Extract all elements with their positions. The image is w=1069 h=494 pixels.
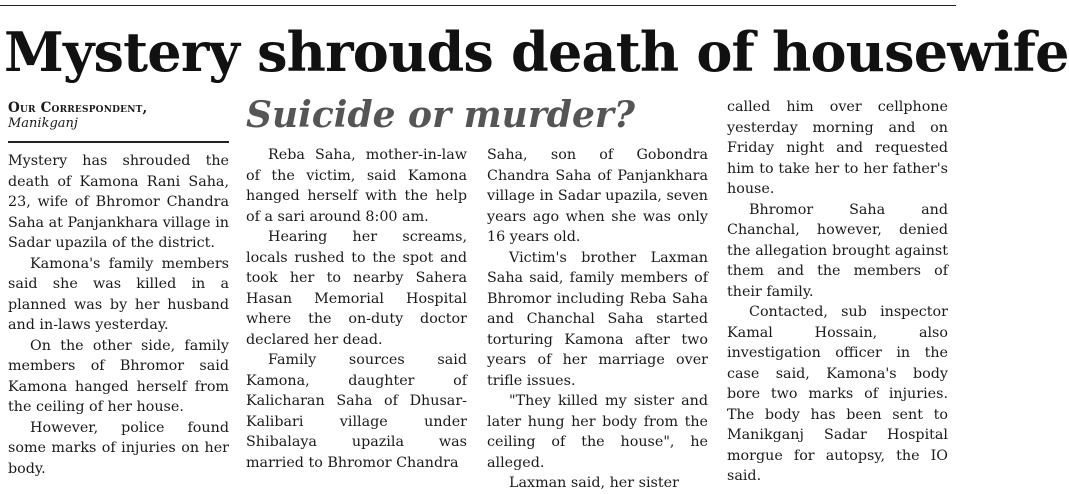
- byline-rule: [8, 141, 229, 143]
- paragraph: On the other side, family members of Bhromor said Kamona hanged herself from the ceiling of her house.: [8, 337, 229, 415]
- article-column-4: [727, 97, 948, 487]
- paragraph: Bhromor Saha and Chanchal, however, denied the allegation brought against them and the members of their family.: [727, 201, 948, 300]
- paragraph: Victim's brother Laxman Saha said, family members of Bhromor including Reba Saha and Chanchal Saha started torturing Kamona after two years of her marriage over trifle issues.: [487, 249, 708, 389]
- paragraph: Family sources said Kamona, daughter of Kalicharan Saha of Dhusar-Kalibari village under Shibalaya upazila was married to Bhromor Chandra: [246, 352, 467, 471]
- paragraph: Hearing her screams, locals rushed to the spot and took her to nearby Sahera Hasan Memorial Hospital where the on-duty doctor declared her dead.: [246, 229, 467, 348]
- paragraph: Saha, son of Gobondra Chandra Saha of Panjankhara village in Sadar upazila, seven years ago when she was only 16 years old.: [487, 147, 708, 245]
- paragraph: Reba Saha, mother-in-law of the victim, said Kamona hanged herself with the help of a sari around 8:00 am.: [246, 147, 467, 225]
- headline: Mystery shrouds death of housewife: [4, 20, 1069, 84]
- article-column-3: [487, 145, 708, 494]
- byline-name: Our Correspondent,: [8, 100, 148, 116]
- paragraph: Kamona's family members said she was killed in a planned was by her husband and in-laws yesterday.: [8, 255, 229, 333]
- paragraph: Laxman said, her sister: [509, 475, 679, 491]
- paragraph: Mystery has shrouded the death of Kamona Rani Saha, 23, wife of Bhromor Chandra Saha at Panjankhara village in Sadar upazila of the district.: [8, 153, 229, 251]
- top-rule: [0, 5, 956, 6]
- article-column-1: [8, 151, 229, 479]
- byline-place: Manikganj: [8, 116, 78, 131]
- paragraph: called him over cellphone yesterday morning and on Friday night and requested him to take her to her father's house.: [727, 99, 948, 197]
- paragraph: "They killed my sister and later hung her body from the ceiling of the house", he alleged.: [487, 393, 708, 471]
- paragraph: Contacted, sub inspector Kamal Hossain, also investigation officer in the case said, Kamona's body bore two marks of injuries. The body has been sent to Manikganj Sadar Hospital morgue for autopsy, the IO said.: [727, 304, 948, 484]
- subheadline: Suicide or murder?: [246, 94, 635, 136]
- byline: [8, 100, 228, 132]
- paragraph: However, police found some marks of injuries on her body.: [8, 419, 229, 477]
- article-column-2: [246, 145, 467, 473]
